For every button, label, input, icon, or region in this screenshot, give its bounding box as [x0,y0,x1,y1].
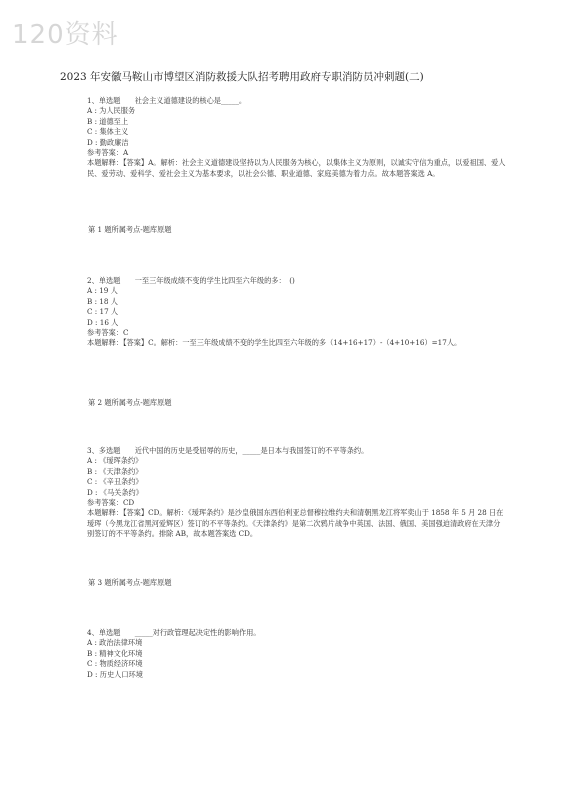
question-block [87,96,507,179]
reference-answer: 参考答案：CD [87,498,135,508]
option-c: C : 物质经济环境 [87,659,143,669]
option-c: C : 《辛丑条约》 [87,477,143,487]
question-stem: 3、多选题 近代中国的历史是受屈辱的历史，_____是日本与我国签订的不平等条约。 [87,446,369,455]
option-c: C : 集体主义 [87,127,129,137]
watermark-logo: 120资料 [12,20,119,50]
option-c: C : 17 人 [87,307,119,317]
option-b: B : 道德至上 [87,116,129,126]
reference-answer: 参考答案：C [87,328,129,338]
explanation: 本题解释：【答案】C。解析：一至三年级成绩不变的学生比四至六年级的多（14+16+17）-（4+10+16）=17人。 [87,338,462,348]
option-d: D : 历史人口环境 [87,669,143,679]
option-a: A : 《瑷珲条约》 [87,456,143,466]
option-a: A : 19 人 [87,286,118,296]
option-b: B : 《天津条约》 [87,466,143,476]
option-b: B : 18 人 [87,296,118,306]
question-tag: 第 2 题所属考点-题库原题 [88,398,172,407]
option-d: D : 16 人 [87,317,119,327]
explanation: 本题解释：【答案】A。解析：社会主义道德建设坚持以为人民服务为核心，以集体主义为原则，以诚实守信为重点，以爱祖国、爱人民、爱劳动、爱科学、爱社会主义为基本要求，以社会公德、职业道德、家庭美德为着力点。故本题答案选 A。 [87,158,506,178]
question-tag: 第 1 题所属考点-题库原题 [88,225,172,234]
question-block [87,276,507,349]
option-b: B : 精神文化环境 [87,648,143,658]
reference-answer: 参考答案：A [87,148,129,158]
question-stem: 2、单选题 一至三年级成绩不变的学生比四至六年级的多： () [87,276,295,285]
option-d: D : 勤政廉洁 [87,137,129,147]
option-a: A : 政治法律环境 [87,638,143,648]
question-stem: 4、单选题 _____对行政管理起决定性的影响作用。 [87,628,261,637]
page-title: 2023 年安徽马鞍山市博望区消防救援大队招考聘用政府专职消防员冲刺题(二) [60,71,424,83]
option-a: A : 为人民服务 [87,106,136,116]
question-block [87,628,507,680]
question-block [87,446,507,540]
question-stem: 1、单选题 社会主义道德建设的核心是_____。 [87,96,247,105]
option-d: D : 《马关条约》 [87,487,143,497]
explanation: 本题解释：【答案】CD。解析：《瑷珲条约》是沙皇俄国东西伯利亚总督穆拉维约夫和清朝黑龙江将军奕山于 1858 年 5 月 28 日在瑷珲（今黑龙江省黑河爱辉区）签订的不平等条约。《天津条约》是第二次鸦片战争中英国、法国、俄国、美国强迫清政府在天津分别签订的不平等条约。排除 AB，故本题答案选 CD。 [87,508,504,539]
question-tag: 第 3 题所属考点-题库原题 [88,578,172,587]
